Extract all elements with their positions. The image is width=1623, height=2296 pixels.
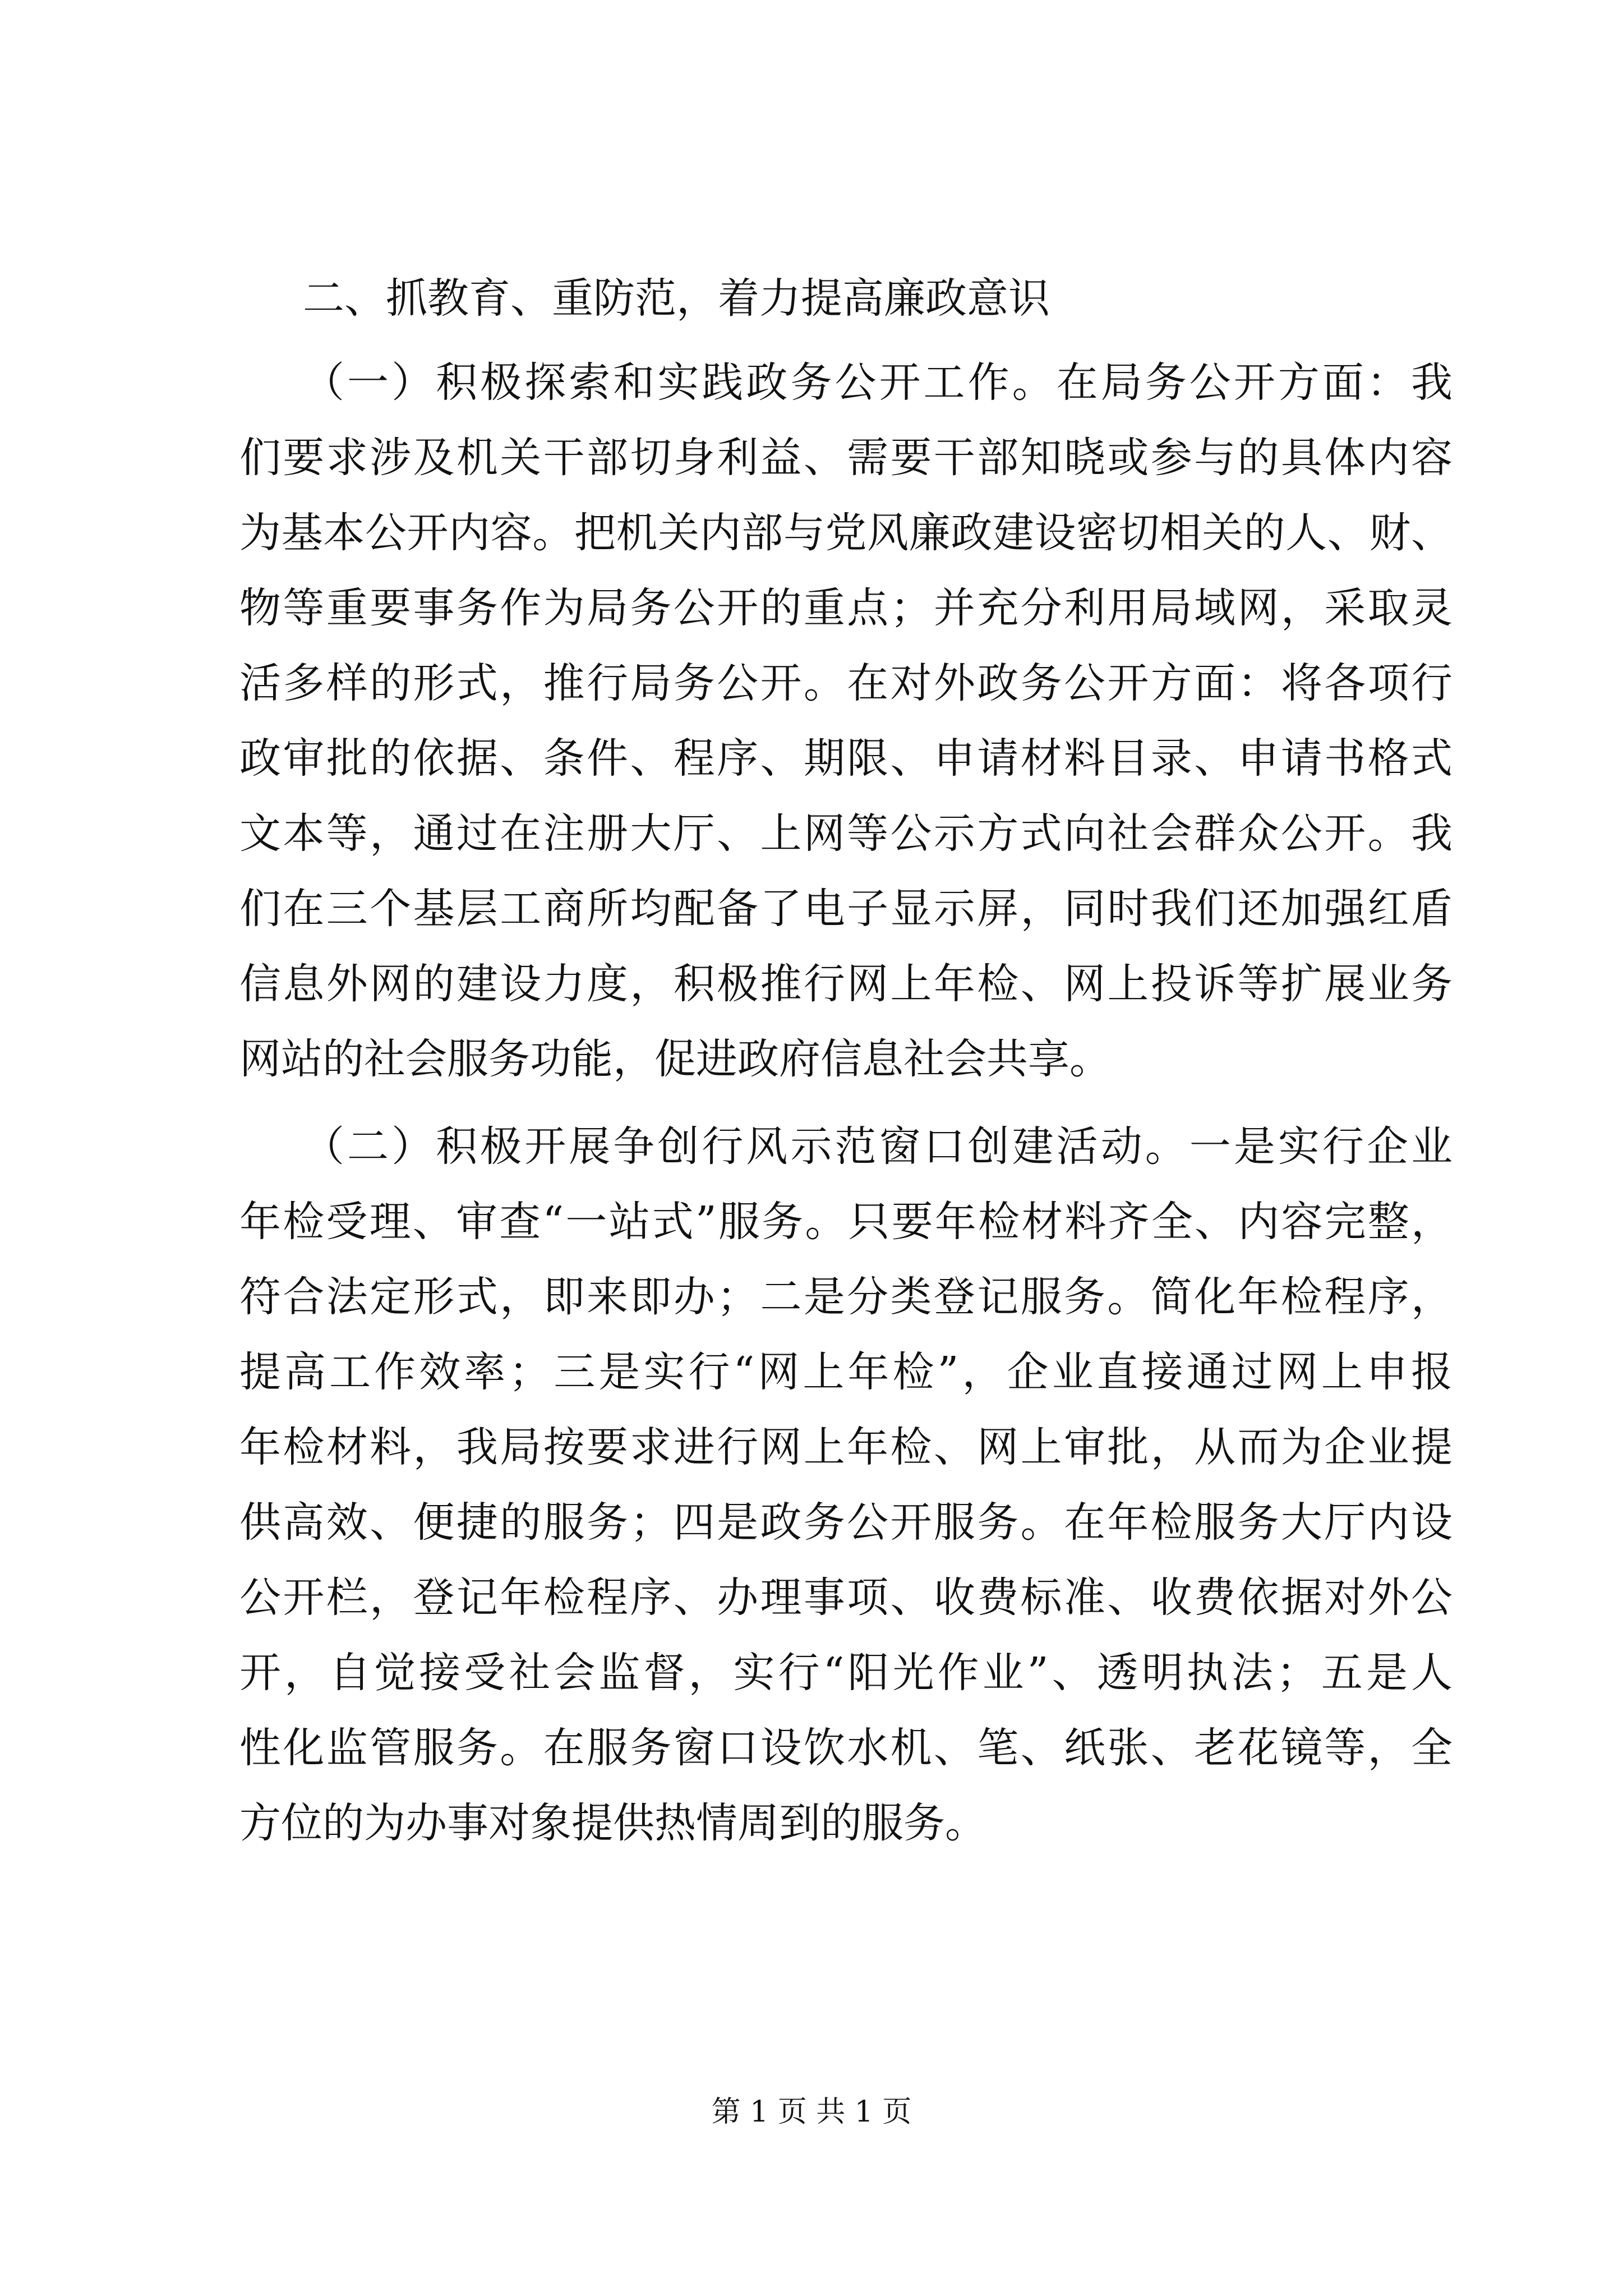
paragraph-1-line-6: 政审批的依据、条件、程序、期限、申请材料目录、申请书格式 bbox=[239, 734, 1453, 783]
paragraph-1-line-1: （一）积极探索和实践政务公开工作。在局务公开方面：我 bbox=[303, 358, 1453, 407]
paragraph-2-line-10: 方位的为办事对象提供热情周到的服务。 bbox=[239, 1799, 986, 1847]
paragraph-1-line-7: 文本等，通过在注册大厅、上网等公示方式向社会群众公开。我 bbox=[239, 809, 1453, 858]
paragraph-2-line-2: 年检受理、审查“一站式”服务。只要年检材料齐全、内容完整， bbox=[239, 1198, 1453, 1246]
paragraph-2-line-5: 年检材料，我局按要求进行网上年检、网上审批，从而为企业提 bbox=[239, 1423, 1453, 1471]
paragraph-1-line-2: 们要求涉及机关干部切身利益、需要干部知晓或参与的具体内容 bbox=[239, 434, 1453, 482]
paragraph-2-line-4: 提高工作效率；三是实行“网上年检”，企业直接通过网上申报 bbox=[239, 1348, 1453, 1396]
paragraph-1-line-4: 物等重要事务作为局务公开的重点；并充分利用局域网，采取灵 bbox=[239, 584, 1453, 632]
paragraph-1-line-10: 网站的社会服务功能，促进政府信息社会共享。 bbox=[239, 1035, 1111, 1083]
paragraph-2-line-9: 性化监管服务。在服务窗口设饮水机、笔、纸张、老花镜等，全 bbox=[239, 1724, 1453, 1772]
paragraph-2-line-1: （二）积极开展争创行风示范窗口创建活动。一是实行企业 bbox=[303, 1122, 1453, 1171]
paragraph-1-line-3: 为基本公开内容。把机关内部与党风廉政建设密切相关的人、财、 bbox=[239, 509, 1453, 557]
paragraph-1-line-5: 活多样的形式，推行局务公开。在对外政务公开方面：将各项行 bbox=[239, 659, 1453, 707]
paragraph-1-line-9: 信息外网的建设力度，积极推行网上年检、网上投诉等扩展业务 bbox=[239, 960, 1453, 1008]
paragraph-1-line-8: 们在三个基层工商所均配备了电子显示屏，同时我们还加强红盾 bbox=[239, 885, 1453, 933]
section-heading: 二、抓教育、重防范，着力提高廉政意识 bbox=[303, 274, 1050, 323]
paragraph-2-line-7: 公开栏，登记年检程序、办理事项、收费标准、收费依据对外公 bbox=[239, 1573, 1453, 1622]
paragraph-2-line-8: 开，自觉接受社会监督，实行“阳光作业”、透明执法；五是人 bbox=[239, 1649, 1453, 1697]
paragraph-2-line-6: 供高效、便捷的服务；四是政务公开服务。在年检服务大厅内设 bbox=[239, 1498, 1453, 1547]
paragraph-2-line-3: 符合法定形式，即来即办；二是分类登记服务。简化年检程序， bbox=[239, 1273, 1453, 1321]
page-footer: 第 1 页 共 1 页 bbox=[711, 2095, 912, 2129]
